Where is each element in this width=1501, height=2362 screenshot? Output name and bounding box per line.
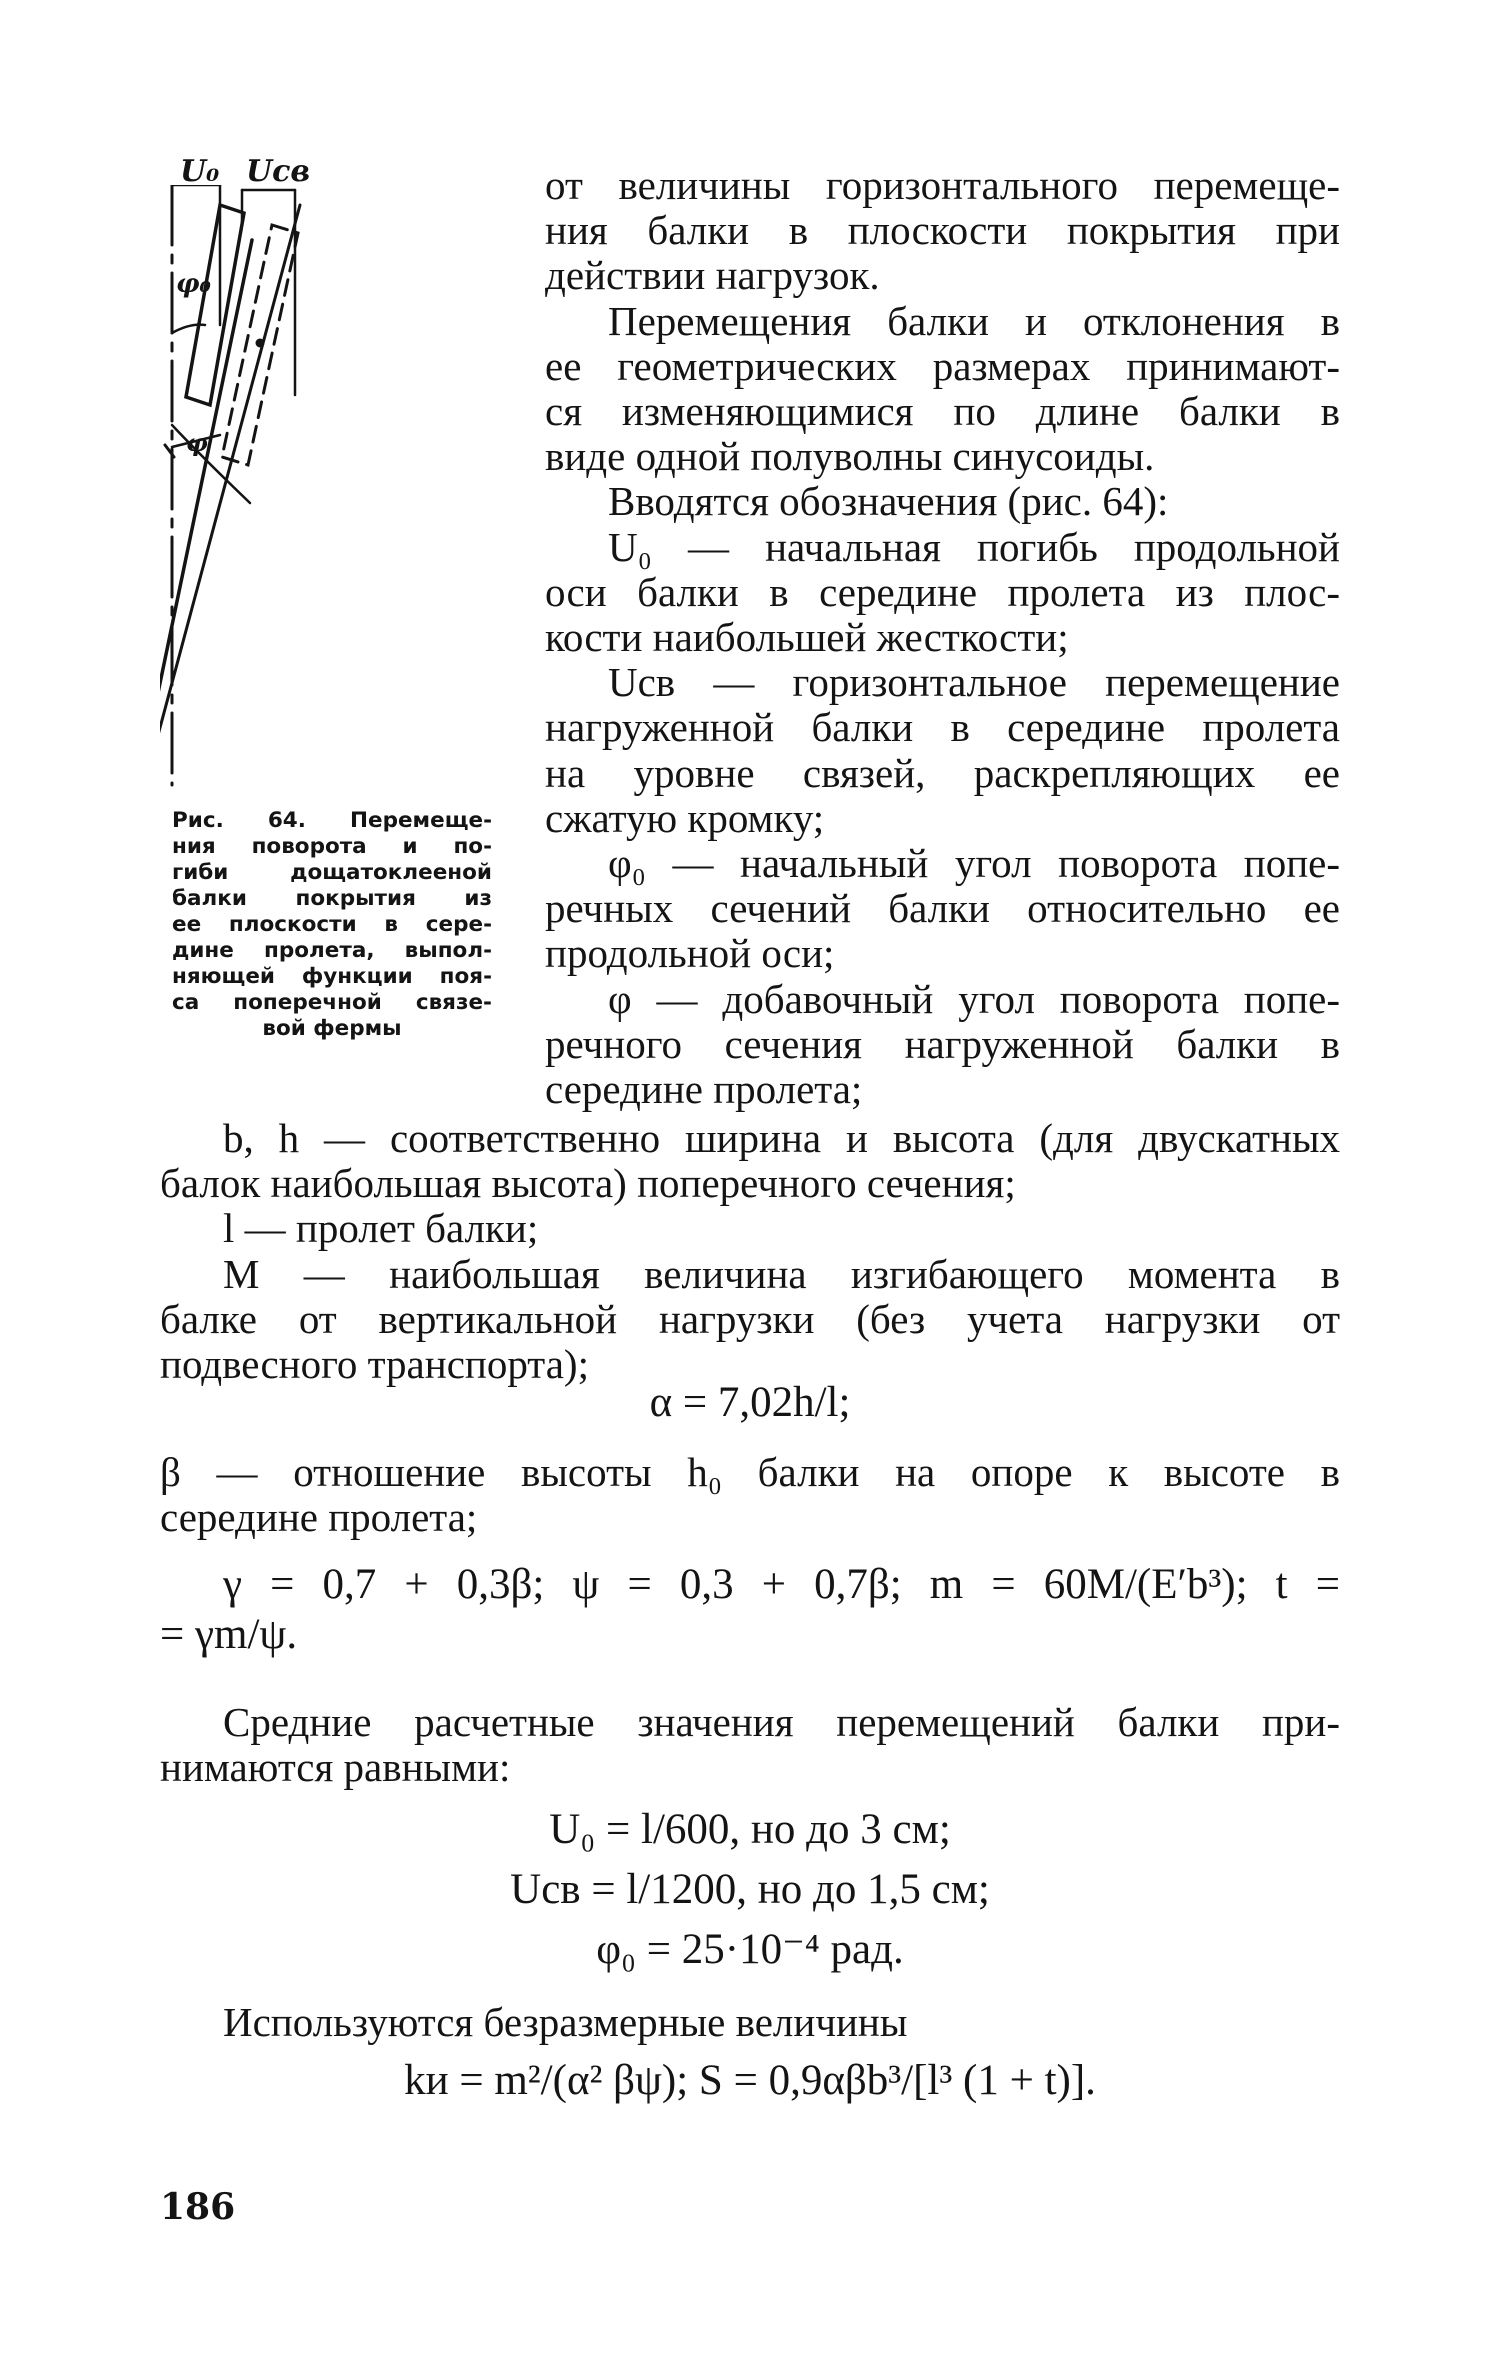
u0-label: U₀ (180, 154, 220, 189)
figure-caption (172, 808, 492, 1042)
text-line: φ₀ — начальный угол поворота попе- (608, 840, 1340, 887)
text-line: балок наибольшая высота) поперечного сечения; (160, 1160, 1016, 1207)
text-line: ния балки в плоскости покрытия при (545, 207, 1340, 254)
formula-final: kи = m²/(α² βψ); S = 0,9αβb³/[l³ (1 + t)]. (404, 2057, 1096, 2104)
text-line: Uсв — горизонтальное перемещение (608, 659, 1340, 706)
text-line: Средние расчетные значения перемещений балки при- (223, 1699, 1340, 1745)
text-line: виде одной полуволны синусоиды. (545, 433, 1155, 480)
phi0-label: φ₀ (176, 269, 211, 299)
formula-alpha: α = 7,02h/l; (649, 1379, 851, 1426)
right-column-text (545, 163, 1340, 1112)
caption-line: дине пролета, выпол- (172, 938, 492, 963)
text-line: b, h — соответственно ширина и высота (для двускатных (223, 1115, 1340, 1161)
text-line: нагруженной балки в середине пролета (545, 704, 1340, 751)
text-line: на уровне связей, раскрепляющих ее (545, 749, 1340, 796)
text-line: действии нагрузок. (545, 252, 880, 299)
formula-value-line: U₀ = l/600, но до 3 см; (549, 1806, 951, 1853)
caption-line: са поперечной связе- (172, 990, 492, 1015)
text-line: сжатую кромку; (545, 794, 825, 841)
text-line: U₀ — начальная погибь продольной (608, 523, 1340, 570)
text-line: середине пролета; (160, 1494, 478, 1541)
caption-line: балки покрытия из (172, 886, 492, 911)
initial-beam-axis (160, 240, 252, 770)
definitions-block (160, 1116, 1340, 1387)
text-line: кости наибольшей жесткости; (545, 614, 1069, 661)
text-line: Перемещения балки и отклонения в (608, 297, 1340, 344)
text-line: Используются безразмерные величины (223, 1999, 908, 2045)
phi-label: φ (186, 428, 208, 457)
ucv-label: Uсв (246, 154, 311, 189)
initial-cross-section (186, 205, 244, 405)
formula-gamma-line: = γm/ψ. (160, 1611, 298, 1658)
beta-definition (160, 1450, 1340, 1540)
text-line: подвесного транспорта); (160, 1341, 589, 1388)
caption-line: вой фермы (262, 1016, 402, 1041)
text-line: оси балки в середине пролета из плос- (545, 568, 1340, 615)
text-line: l — пролет балки; (223, 1205, 539, 1252)
text-line: φ — добавочный угол поворота попе- (608, 975, 1340, 1022)
beam-displacement-figure (160, 154, 460, 795)
text-line: M — наибольшая величина изгибающего момента в (223, 1250, 1340, 1297)
caption-line: ее плоскости в сере- (172, 912, 492, 937)
text-line: Вводятся обозначения (рис. 64): (608, 478, 1169, 525)
caption-line: ния поворота и по- (172, 834, 492, 859)
formula-value-line: Uсв = l/1200, но до 1,5 см; (510, 1866, 990, 1913)
dimensionless-text (160, 2000, 1340, 2045)
phi0-angle-arc (172, 325, 205, 333)
formula-gamma-line: γ = 0,7 + 0,3β; ψ = 0,3 + 0,7β; m = 60M/(E′b³); t = (223, 1561, 1340, 1608)
caption-line: гиби дощатоклееной (172, 860, 492, 885)
text-line: речных сечений балки относительно ее (545, 885, 1340, 932)
text-line: от величины горизонтального перемеще- (545, 162, 1340, 208)
text-line: β — отношение высоты h₀ балки на опоре к высоте в (160, 1449, 1340, 1495)
text-line: ся изменяющимися по длине балки в (545, 388, 1340, 435)
mean-values-text (160, 1700, 1340, 1790)
caption-line: Рис. 64. Перемеще- (172, 808, 492, 833)
text-line: балке от вертикальной нагрузки (без учета нагрузки от (160, 1295, 1340, 1342)
text-line: речного сечения нагруженной балки в (545, 1020, 1340, 1067)
formula-gamma (160, 1560, 1340, 1660)
section-center-point (256, 339, 264, 347)
text-line: нимаются равными: (160, 1744, 511, 1791)
page-number: 186 (160, 2186, 236, 2228)
text-line: ее геометрических размерах принимают- (545, 342, 1340, 389)
formula-values (160, 1800, 1340, 1980)
caption-line: няющей функции поя- (172, 964, 492, 989)
text-line: продольной оси; (545, 930, 835, 977)
text-line: середине пролета; (545, 1066, 863, 1113)
formula-value-line: φ₀ = 25·10⁻⁴ рад. (596, 1926, 904, 1973)
